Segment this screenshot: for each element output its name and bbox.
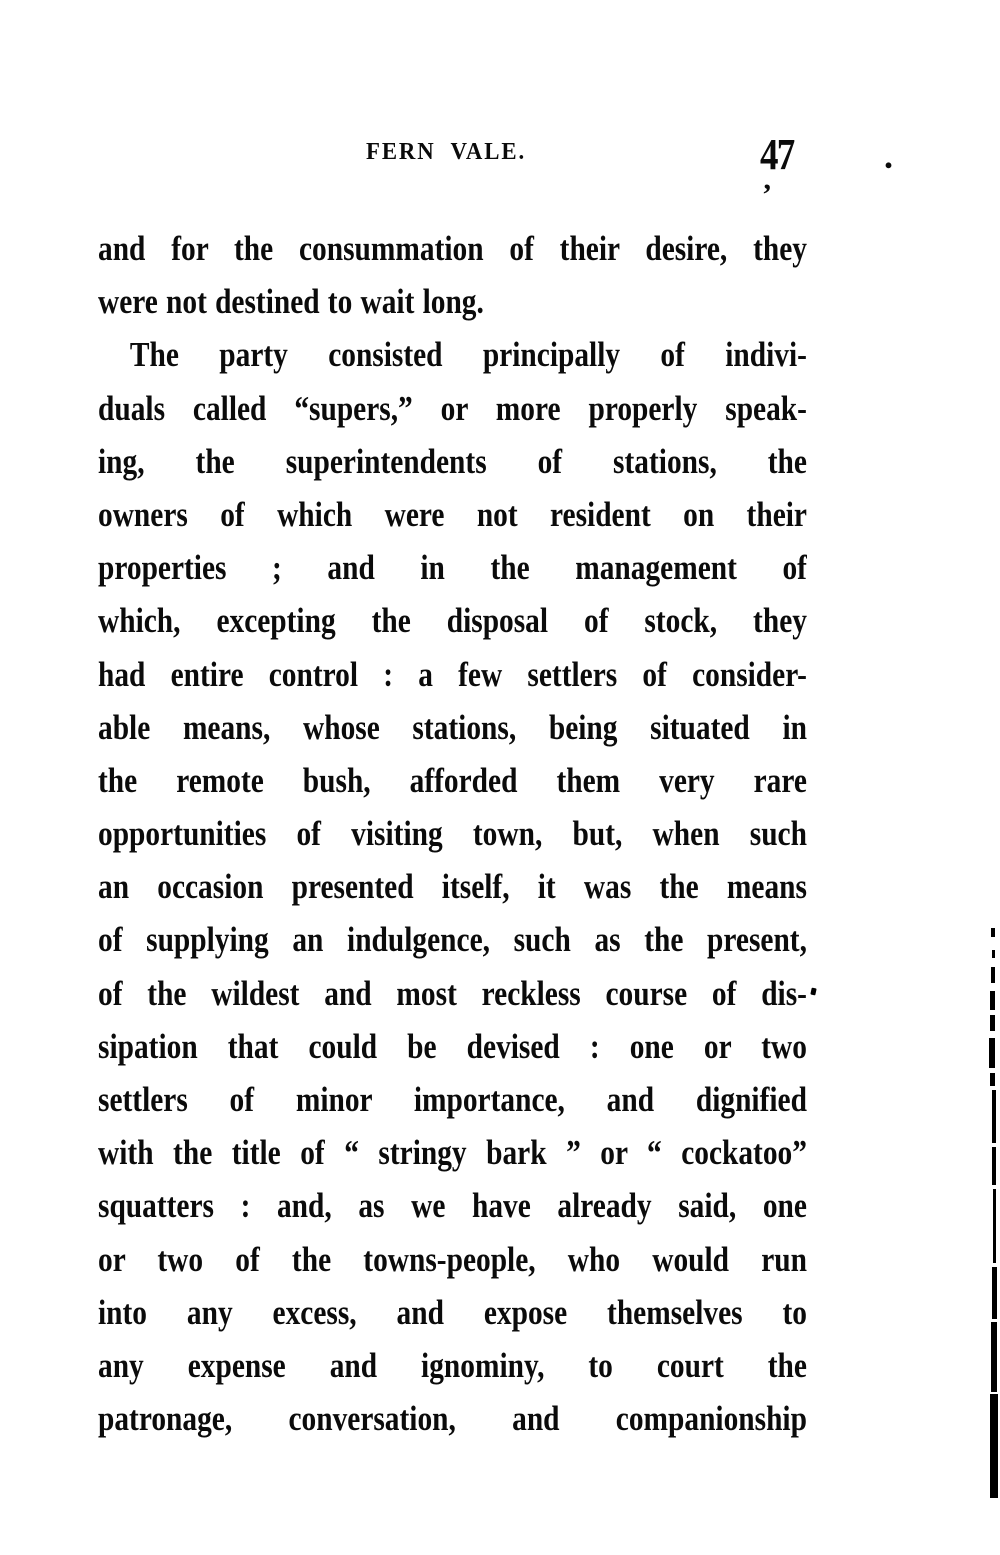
text-line: able means, whose stations, being situated in <box>98 707 807 747</box>
text-line: were not destined to wait long. <box>98 282 484 322</box>
scan-edge-artifact <box>990 991 995 1010</box>
text-line: or two of the towns-people, who would run <box>98 1239 807 1279</box>
text-line: and for the consummation of their desire, they <box>98 229 807 268</box>
text-line: sipation that could be devised : one or two <box>98 1026 807 1066</box>
text-line: into any excess, and expose themselves to <box>98 1292 807 1332</box>
scan-edge-artifact <box>990 1073 995 1086</box>
scan-edge-artifact <box>992 1147 996 1185</box>
text-line: The party consisted principally of indivi- <box>129 335 807 375</box>
scan-edge-artifact <box>989 1038 995 1068</box>
page-number: 47 <box>760 130 794 179</box>
text-line: an occasion presented itself, it was the means <box>98 867 807 907</box>
text-line: duals called “supers,” or more properly speak- <box>98 388 807 428</box>
scan-edge-artifact <box>991 967 995 983</box>
body-text <box>98 222 807 1445</box>
text-line: owners of which were not resident on their <box>98 494 807 534</box>
text-line: had entire control : a few settlers of consider- <box>98 654 807 694</box>
text-line: which, excepting the disposal of stock, they <box>98 601 807 641</box>
scan-edge-artifact <box>991 1322 997 1392</box>
text-line: any expense and ignominy, to court the <box>98 1345 807 1385</box>
scan-edge-artifact <box>990 1015 995 1031</box>
text-line: of the wildest and most reckless course of dis- <box>98 973 807 1013</box>
scan-edge-artifact <box>992 950 995 958</box>
text-line: the remote bush, afforded them very rare <box>98 760 807 800</box>
text-line: of supplying an indulgence, such as the present, <box>98 920 807 960</box>
scan-edge-artifact <box>992 1267 997 1319</box>
text-line: ing, the superintendents of stations, the <box>98 441 807 481</box>
stray-quote-mark: ’ <box>762 178 772 211</box>
stray-period-mark: . <box>884 136 893 176</box>
scan-edge-artifact <box>990 1394 998 1498</box>
scan-edge-artifact <box>991 928 995 937</box>
text-line: squatters : and, as we have already said, one <box>98 1186 807 1226</box>
text-line: properties ; and in the management of <box>98 548 807 588</box>
scan-edge-artifact <box>993 1189 996 1263</box>
text-line: opportunities of visiting town, but, when such <box>98 814 807 854</box>
text-line: patronage, conversation, and companionship <box>98 1399 807 1439</box>
scan-edge-artifact <box>992 1090 996 1143</box>
text-line: with the title of “ stringy bark ” or “ cockatoo” <box>98 1133 807 1173</box>
text-line: settlers of minor importance, and dignified <box>98 1080 807 1119</box>
running-head-title: FERN VALE. <box>366 139 527 165</box>
stray-ink-dot <box>810 988 816 996</box>
